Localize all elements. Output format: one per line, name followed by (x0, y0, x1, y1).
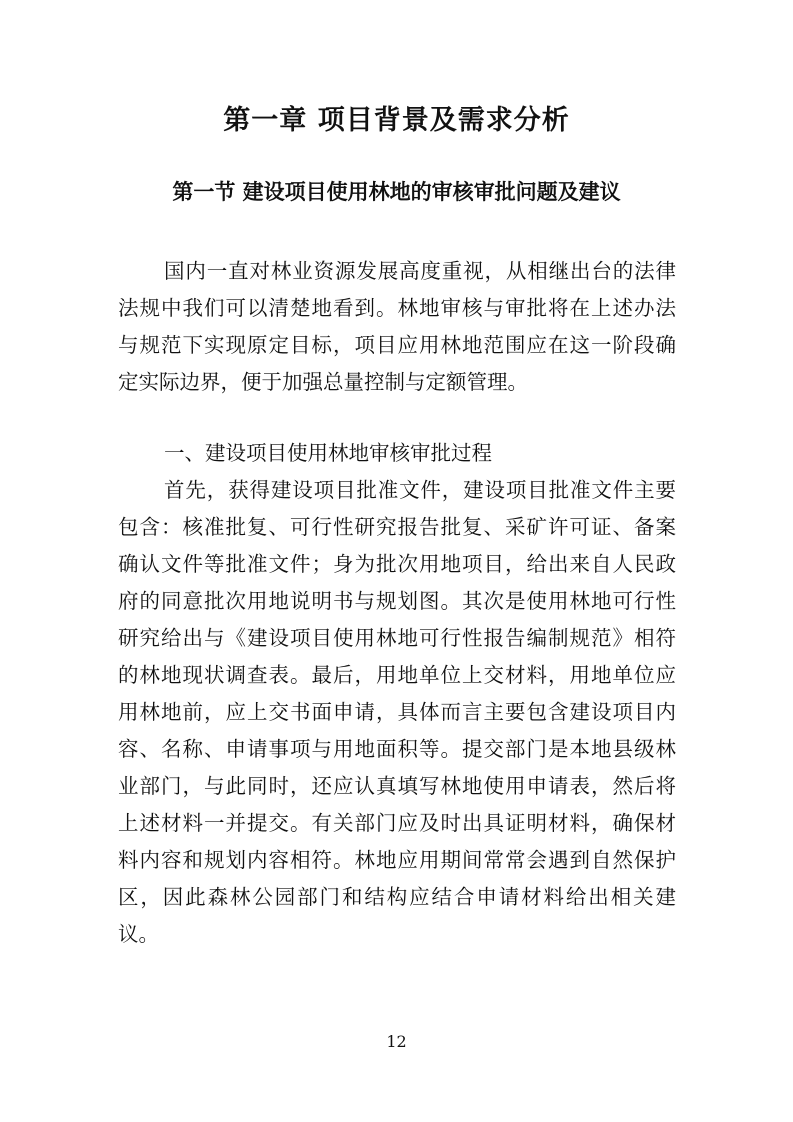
text-line: 业部门，与此同时，还应认真填写林地使用申请表，然后将 (118, 774, 676, 798)
text-line: 首先，获得建设项目批准文件，建设项目批准文件主要 (164, 478, 676, 502)
text-line: 料内容和规划内容相符。林地应用期间常常会遇到自然保护 (118, 848, 676, 872)
text-line: 容、名称、申请事项与用地面积等。提交部门是本地县级林 (118, 737, 676, 761)
text-line: 用林地前，应上交书面申请，具体而言主要包含建设项目内 (118, 700, 676, 724)
text-line: 议。 (118, 922, 159, 946)
paragraph-intro (118, 253, 676, 401)
text-line: 确认文件等批准文件；身为批次用地项目，给出来自人民政 (118, 552, 676, 576)
text-line: 一、建设项目使用林地审核审批过程 (164, 441, 492, 465)
text-line: 国内一直对林业资源发展高度重视，从相继出台的法律 (164, 259, 676, 283)
page-number: 12 (386, 1032, 407, 1051)
text-line: 区，因此森林公园部门和结构应结合申请材料给出相关建 (118, 885, 676, 909)
subheading-approval-process (118, 435, 676, 472)
text-line: 定实际边界，便于加强总量控制与定额管理。 (118, 370, 528, 394)
section-title: 第一节 建设项目使用林地的审核审批问题及建议 (172, 179, 621, 204)
chapter-title: 第一章 项目背景及需求分析 (223, 105, 570, 136)
paragraph-approval-process (118, 472, 676, 953)
text-line: 包含：核准批复、可行性研究报告批复、采矿许可证、备案 (118, 515, 676, 539)
text-line: 法规中我们可以清楚地看到。林地审核与审批将在上述办法 (118, 296, 676, 320)
text-line: 的林地现状调查表。最后，用地单位上交材料，用地单位应 (118, 663, 676, 687)
text-line: 与规范下实现原定目标，项目应用林地范围应在这一阶段确 (118, 333, 676, 357)
text-line: 研究给出与《建设项目使用林地可行性报告编制规范》相符 (118, 626, 676, 650)
text-line: 府的同意批次用地说明书与规划图。其次是使用林地可行性 (118, 589, 676, 613)
text-line: 上述材料一并提交。有关部门应及时出具证明材料，确保材 (118, 811, 676, 835)
